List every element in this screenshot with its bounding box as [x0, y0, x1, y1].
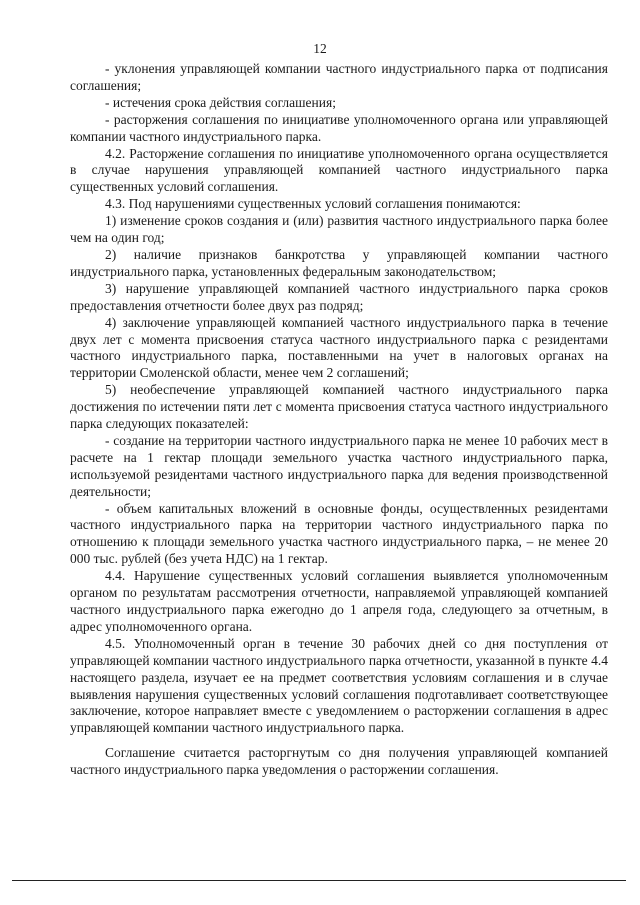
- bottom-rule: [12, 880, 626, 881]
- paragraph: 2) наличие признаков банкротства у управляющей компании частного индустриального парка, установленных федеральным законодательством;: [70, 246, 608, 279]
- paragraph: 1) изменение сроков создания и (или) развития частного индустриального парка более чем на один год;: [70, 213, 608, 246]
- paragraph: - расторжения соглашения по инициативе уполномоченного органа или управляющей компании частного индустриального парка.: [70, 111, 608, 144]
- paragraph: 4) заключение управляющей компанией частного индустриального парка в течение двух лет с момента присвоения статуса частного индустриального парка с резидентами частного индустриального парка, поставленными на учет в налоговых органах на территории Смоленской области, менее чем 2 соглашений;: [70, 314, 608, 381]
- paragraph: - уклонения управляющей компании частного индустриального парка от подписания соглашения;: [70, 61, 608, 93]
- page-number: 12: [313, 41, 327, 56]
- paragraph: 4.3. Под нарушениями существенных условий соглашения понимаются:: [105, 196, 521, 212]
- paragraph: - объем капитальных вложений в основные фонды, осуществленных резидентами частного индустриального парка на территории частного индустриального парка по отношению к площади земельного участка частного индустриального парка, – не менее 20 000 тыс. рублей (без учета НДС) на 1 гектар.: [70, 500, 608, 567]
- paragraph: 5) необеспечение управляющей компанией частного индустриального парка достижения по истечении пяти лет с момента присвоения статуса частного индустриального парка следующих показателей:: [70, 382, 608, 432]
- paragraph: - создание на территории частного индустриального парка не менее 10 рабочих мест в расчете на 1 гектар площади земельного участка частного индустриального парка, используемой резидентами частного индустриального парка для ведения производственной деятельности;: [70, 432, 608, 499]
- paragraph: - истечения срока действия соглашения;: [105, 94, 336, 110]
- paragraph: 4.4. Нарушение существенных условий соглашения выявляется уполномоченным органом по результатам рассмотрения отчетности, направляемой управляющей компанией частного индустриального парка ежегодно до 1 апреля года, следующего за отчетным, в адрес уполномоченного органа.: [70, 568, 608, 634]
- document-body: [70, 61, 608, 779]
- paragraph: 4.5. Уполномоченный орган в течение 30 рабочих дней со дня поступления от управляющей компании частного индустриального парка отчетности, указанной в пункте 4.4 настоящего раздела, изучает ее на предмет соответствия условиям соглашения и в случае выявления нарушения существенных условий соглашения подготавливает соответствующее заключение, которое направляет вместе с уведомлением о расторжении соглашения в адрес управляющей компании частного индустриального парка.: [70, 635, 608, 736]
- paragraph: Соглашение считается расторгнутым со дня получения управляющей компанией частного индустриального парка уведомления о расторжении соглашения.: [70, 745, 608, 778]
- paragraph: 3) нарушение управляющей компанией частного индустриального парка сроков предоставления отчетности более двух раз подряд;: [70, 280, 608, 313]
- paragraph: 4.2. Расторжение соглашения по инициативе уполномоченного органа осуществляется в случае нарушения управляющей компанией частного индустриального парка существенных условий соглашения.: [70, 145, 608, 195]
